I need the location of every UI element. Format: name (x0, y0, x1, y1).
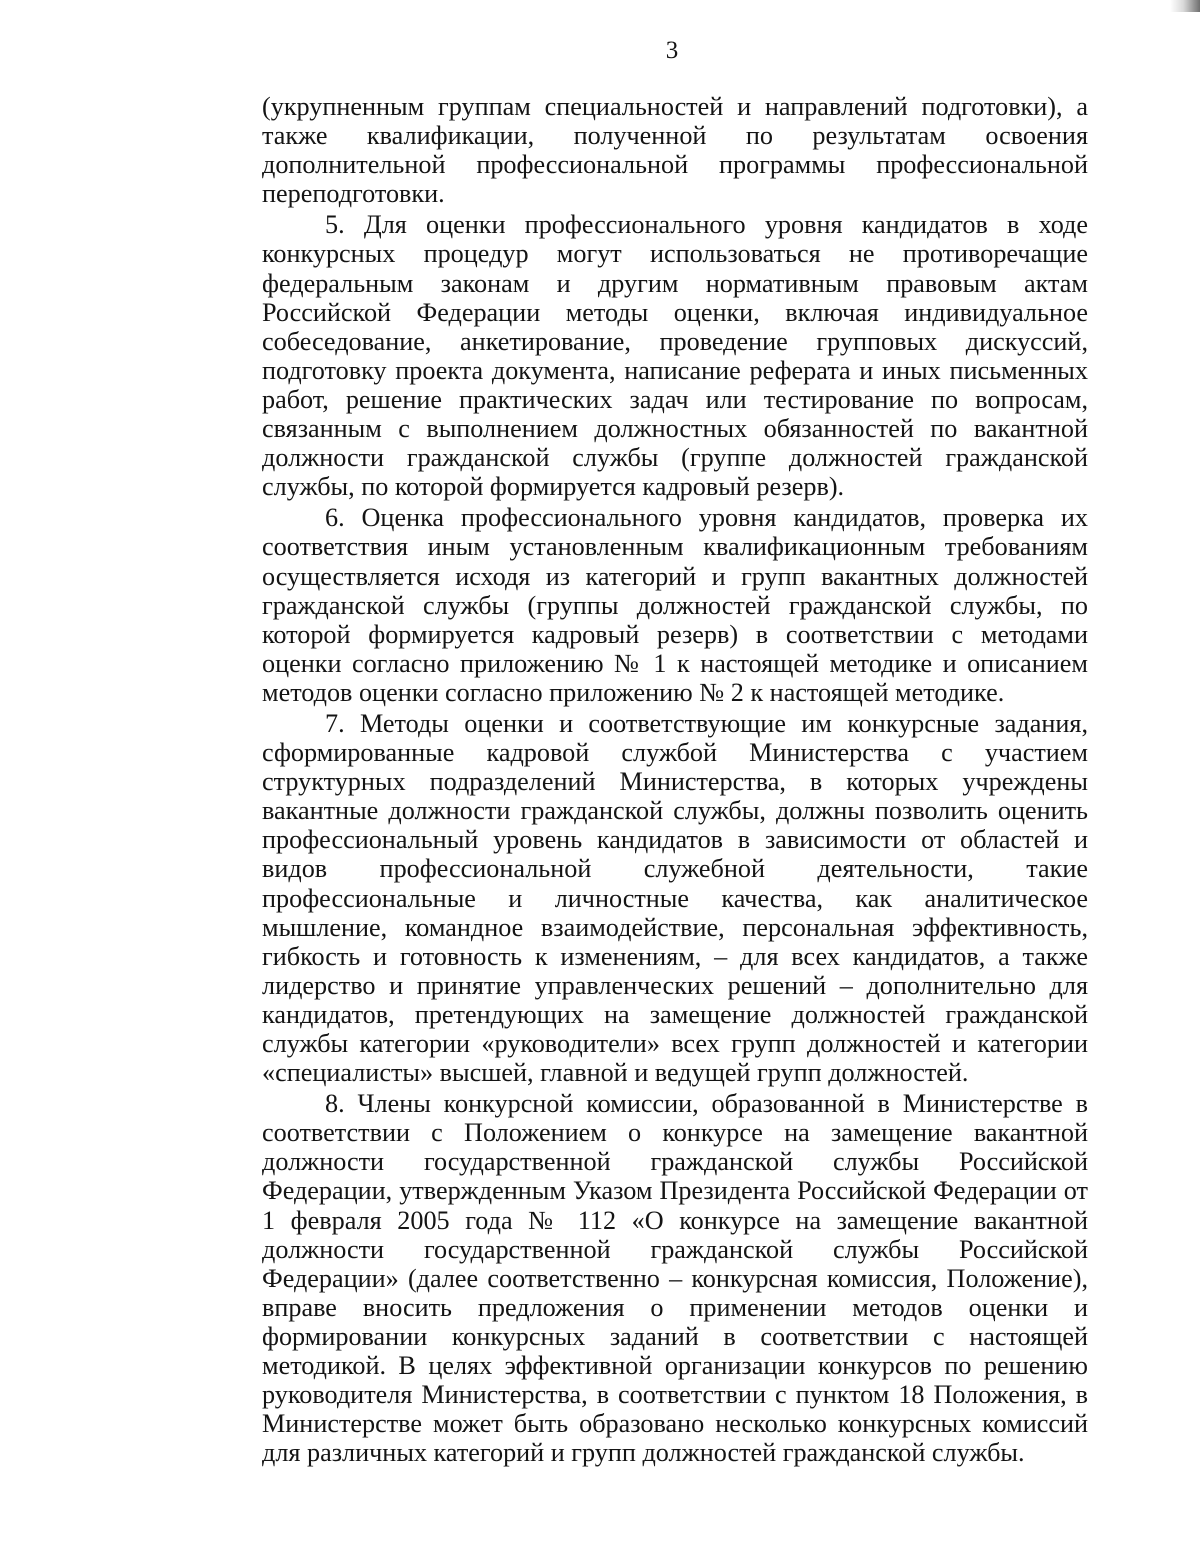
paragraph-7: 7. Методы оценки и соответствующие им конкурсные задания, сформированные кадровой службой Министерства с участием структурных подразделений Министерства, в которых учреждены вакантные должности гражданской службы, должны позволить оценить профессиональный уровень кандидатов в зависимости от областей и видов профессиональной служебной деятельности, такие профессиональные и личностные качества, как аналитическое мышление, командное взаимодействие, персональная эффективность, гибкость и готовность к изменениям, – для всех кандидатов, а также лидерство и принятие управленческих решений – дополнительно для кандидатов, претендующих на замещение должностей гражданской службы категории «руководители» всех групп должностей и категории «специалисты» высшей, главной и ведущей групп должностей. (262, 708, 1088, 1088)
paragraph-5: 5. Для оценки профессионального уровня кандидатов в ходе конкурсных процедур могут использоваться не противоречащие федеральным законам и другим нормативным правовым актам Российской Федерации методы оценки, включая индивидуальное собеседование, анкетирование, проведение групповых дискуссий, подготовку проекта документа, написание реферата и иных письменных работ, решение практических задач или тестирование по вопросам, связанным с выполнением должностных обязанностей по вакантной должности гражданской службы (группе должностей гражданской службы, по которой формируется кадровый резерв). (262, 210, 1088, 502)
scan-corner-mark (1170, 0, 1200, 12)
paragraph-8: 8. Члены конкурсной комиссии, образованной в Министерстве в соответствии с Положением о конкурсе на замещение вакантной должности государственной гражданской службы Российской Федерации, утвержденным Указом Президента Российской Федерации от 1 февраля 2005 года № 112 «О конкурсе на замещение вакантной должности государственной гражданской службы Российской Федерации» (далее соответственно – конкурсная комиссия, Положение), вправе вносить предложения о применении методов оценки и формировании конкурсных заданий в соответствии с настоящей методикой. В целях эффективной организации конкурсов по решению руководителя Министерства, в соответствии с пунктом 18 Положения, в Министерстве может быть образовано несколько конкурсных комиссий для различных категорий и групп должностей гражданской службы. (262, 1089, 1088, 1468)
document-body (262, 92, 1088, 1469)
page-number: 3 (665, 37, 679, 64)
paragraph-6: 6. Оценка профессионального уровня кандидатов, проверка их соответствия иным установленным квалификационным требованиям осуществляется исходя из категорий и групп вакантных должностей гражданской службы (группы должностей гражданской службы, по которой формируется кадровый резерв) в соответствии с методами оценки согласно приложению № 1 к настоящей методике и описанием методов оценки согласно приложению № 2 к настоящей методике. (262, 503, 1088, 707)
paragraph-continuation: (укрупненным группам специальностей и направлений подготовки), а также квалификации, полученной по результатам освоения дополнительной профессиональной программы профессиональной переподготовки. (262, 92, 1088, 209)
